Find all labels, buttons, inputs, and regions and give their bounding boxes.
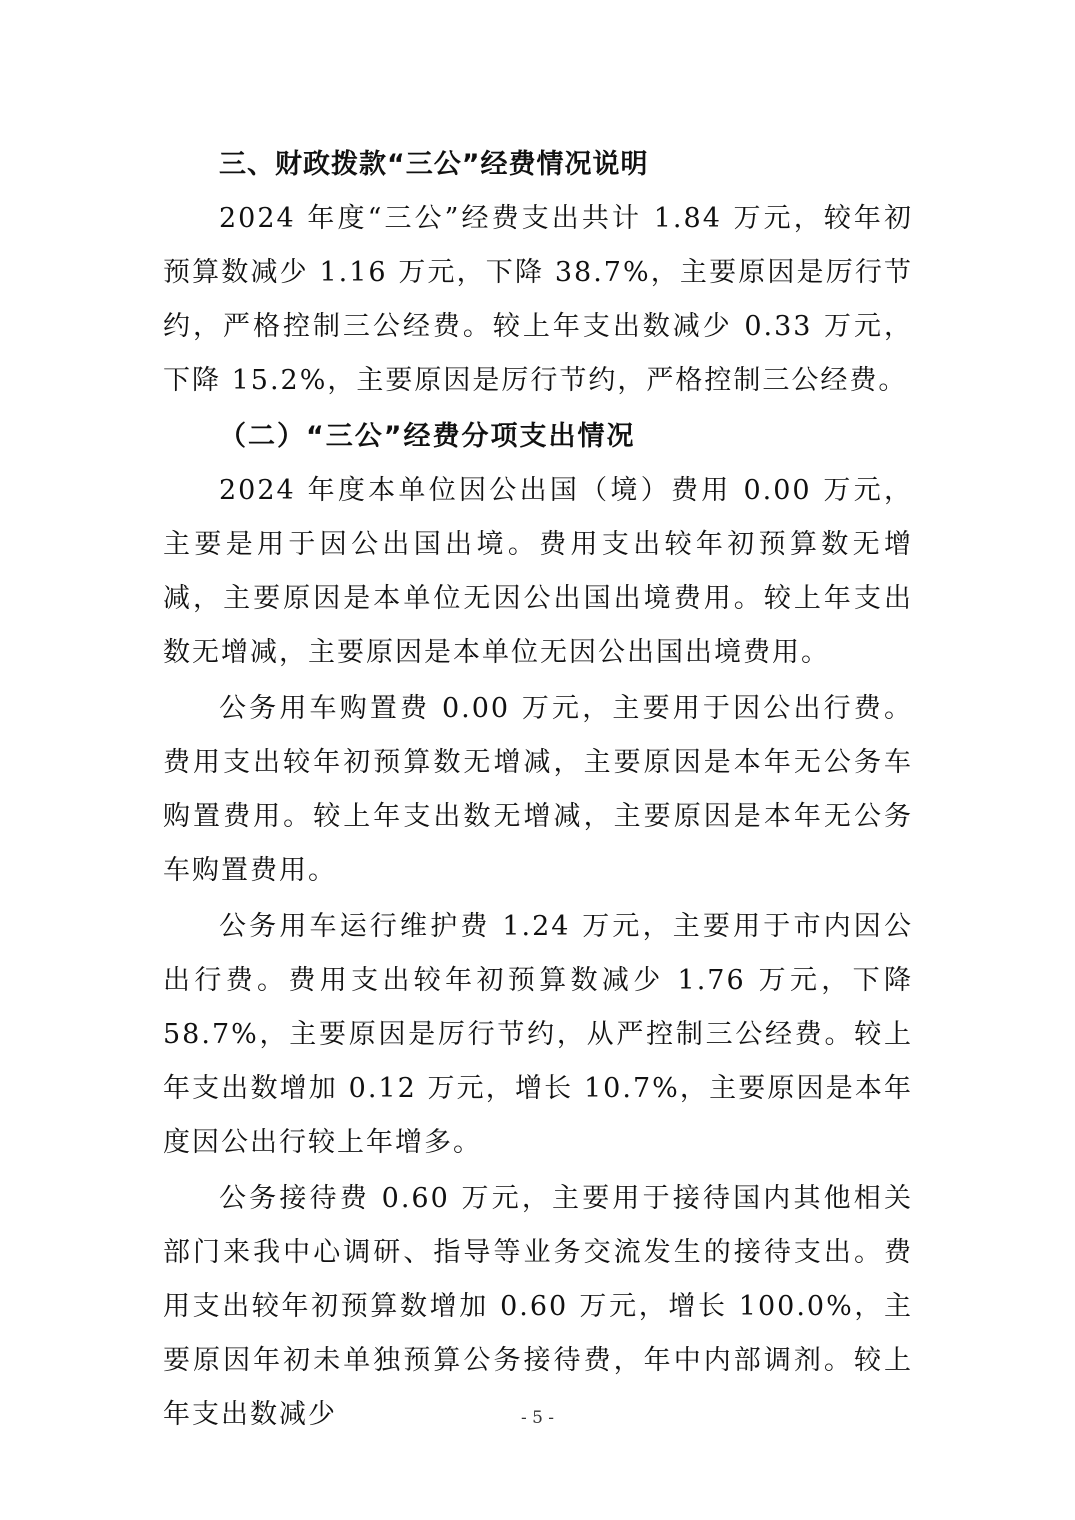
section-heading-three-public-expenses: 三、财政拨款“三公”经费情况说明	[219, 149, 649, 180]
subsection-heading-itemized-expenses: （二）“三公”经费分项支出情况	[219, 421, 636, 452]
paragraph-vehicle-maintenance: 公务用车运行维护费 1.24 万元，主要用于市内因公出行费。费用支出较年初预算数减少 1.76 万元，下降 58.7%，主要原因是厉行节约，从严控制三公经费。较上年支出数增加 0.12 万元，增长 10.7%，主要原因是本年度因公出行较上年增多。	[163, 911, 913, 1158]
document-body	[163, 138, 913, 1444]
paragraph-overseas-travel: 2024 年度本单位因公出国（境）费用 0.00 万元，主要是用于因公出国出境。费用支出较年初预算数无增减，主要原因是本单位无因公出国出境费用。较上年支出数无增减，主要原因是本单位无因公出国出境费用。	[163, 475, 913, 668]
page-number: - 5 -	[520, 1408, 555, 1428]
paragraph-total-expenses: 2024 年度“三公”经费支出共计 1.84 万元，较年初预算数减少 1.16 万元，下降 38.7%，主要原因是厉行节约，严格控制三公经费。较上年支出数减少 0.33 万元，下降 15.2%，主要原因是厉行节约，严格控制三公经费。	[163, 203, 913, 396]
paragraph-vehicle-purchase: 公务用车购置费 0.00 万元，主要用于因公出行费。费用支出较年初预算数无增减，主要原因是本年无公务车购置费用。较上年支出数无增减，主要原因是本年无公务车购置费用。	[163, 693, 913, 886]
paragraph-reception-expenses: 公务接待费 0.60 万元，主要用于接待国内其他相关部门来我中心调研、指导等业务交流发生的接待支出。费用支出较年初预算数增加 0.60 万元，增长 100.0%，主要原因年初未单独预算公务接待费，年中内部调剂。较上年支出数减少	[163, 1183, 913, 1430]
